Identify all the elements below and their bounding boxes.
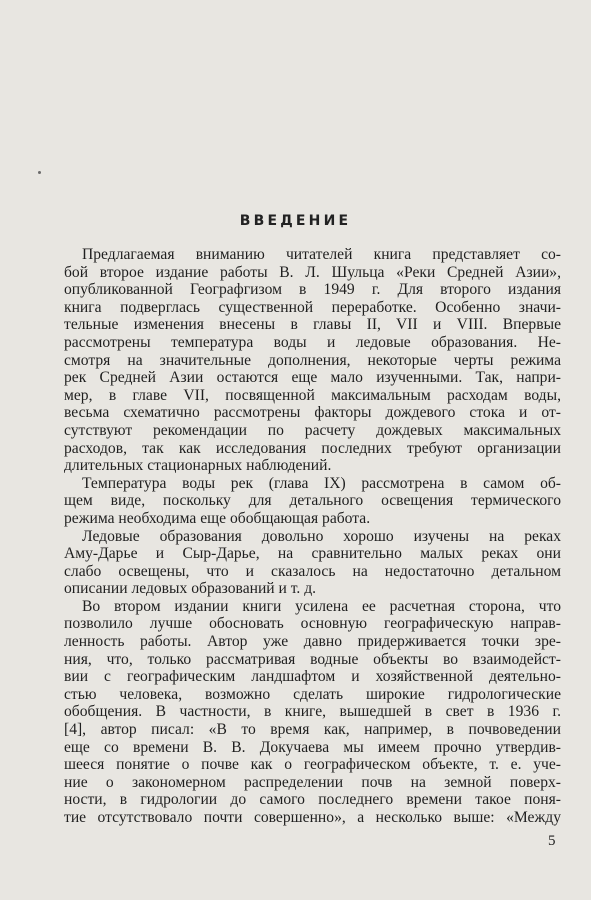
text-line: ние о закономерном распределении почв на земной поверх- <box>64 773 561 791</box>
text-line: ния, что, только рассматривая водные объекты во взаимодейст- <box>64 650 561 668</box>
text-line: обобщения. В частности, в книге, вышедшей в свет в 1936 г. <box>64 703 561 721</box>
text-line: Ледовые образования довольно хорошо изучены на реках <box>82 527 561 545</box>
print-speck <box>38 171 41 174</box>
text-line: стью человека, возможно сделать широкие гидрологические <box>64 685 561 703</box>
text-line: описании ледовых образований и т. д. <box>64 580 317 598</box>
text-line: слабо освещены, что и сказалось на недостаточно детальном <box>64 562 561 580</box>
text-line: Температура воды рек (глава IX) рассмотрена в самом об- <box>82 474 561 492</box>
text-line: весьма схематично рассмотрены факторы дождевого стока и от- <box>64 404 561 422</box>
text-line: опубликованной Географгизом в 1949 г. Для второго издания <box>64 281 561 299</box>
text-line: рек Средней Азии остаются еще мало изученными. Так, напри- <box>64 369 561 387</box>
text-line: рассмотрены температура воды и ледовые образования. Не- <box>64 333 561 351</box>
text-line: книга подверглась существенной переработке. Особенно значи- <box>64 298 561 316</box>
text-line: длительных стационарных наблюдений. <box>64 457 332 475</box>
text-line: расходов, так как исследования последних требуют организации <box>64 439 561 457</box>
text-line: вии с географическим ландшафтом и хозяйственной деятельно- <box>64 668 561 686</box>
text-line: Во втором издании книги усилена ее расчетная сторона, что <box>82 597 561 615</box>
text-line: ности, в гидрологии до самого последнего времени такое поня- <box>64 791 561 809</box>
text-line: тие отсутствовало почти совершенно», а несколько выше: «Между <box>64 809 561 826</box>
page-number: 5 <box>548 833 556 849</box>
chapter-heading: ВВЕДЕНИЕ <box>239 213 352 229</box>
text-line: Аму-Дарье и Сыр-Дарье, на сравнительно малых реках они <box>64 545 561 563</box>
text-line: бой второе издание работы В. Л. Шульца «Реки Средней Азии», <box>64 263 561 281</box>
text-line: мер, в главе VII, посвященной максимальным расходам воды, <box>64 386 561 404</box>
text-line: режима необходима еще обобщающая работа. <box>64 509 371 527</box>
text-line: шееся понятие о почве как о географическом объекте, т. е. уче- <box>64 756 561 774</box>
text-line: щем виде, поскольку для детального освещения термического <box>64 492 561 510</box>
text-line: тельные изменения внесены в главы II, VII и VIII. Впервые <box>64 316 561 334</box>
text-line: ленность работы. Автор уже давно придерживается точки зре- <box>64 633 561 651</box>
text-line: Предлагаемая вниманию читателей книга представляет со- <box>82 246 561 263</box>
text-line: сутствуют рекомендации по расчету дождевых максимальных <box>64 421 561 439</box>
text-line: еще со времени В. В. Докучаева мы имеем прочно утвердив- <box>64 738 561 756</box>
body-text <box>64 246 561 827</box>
text-line: [4], автор писал: «В то время как, например, в почвоведении <box>64 721 561 739</box>
text-line: смотря на значительные дополнения, некоторые черты режима <box>64 351 561 369</box>
text-line: позволило лучше обосновать основную географическую направ- <box>64 615 561 633</box>
